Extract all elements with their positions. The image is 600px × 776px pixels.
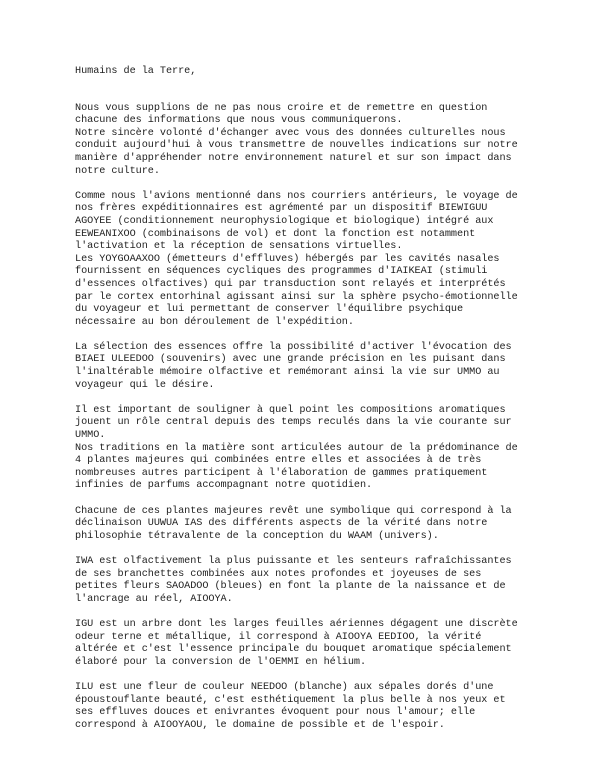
paragraph xyxy=(75,556,545,606)
text-line: BIAEI ULEEDOO (souvenirs) avec une grande précision en les puisant dans xyxy=(75,354,506,366)
text-line: d'essences olfactives) qui par transduction sont relayés et interprétés xyxy=(75,278,506,290)
text-line: l'ancrage au réel, AIOOYA. xyxy=(75,593,233,605)
text-line: époustouflante beauté, c'est esthétiquement la plus belle à nos yeux et xyxy=(75,694,506,706)
paragraph xyxy=(75,506,545,544)
paragraph xyxy=(75,682,545,732)
text-line: Chacune de ces plantes majeures revêt une symbolique qui correspond à la xyxy=(75,505,512,517)
paragraph xyxy=(75,342,545,392)
text-line: odeur terne et métallique, il correspond à AIOOYA EEDIOO, la vérité xyxy=(75,631,482,643)
text-line: manière d'appréhender notre environnement naturel et sur son impact dans xyxy=(75,152,512,164)
text-line: philosophie tétravalente de la conception du WAAM (univers). xyxy=(75,530,439,542)
text-line: nombreuses autres participent à l'élaboration de gammes pratiquement xyxy=(75,467,488,479)
text-line: l'inaltérable mémoire olfactive et remémorant ainsi la vie sur UMMO au xyxy=(75,367,500,379)
text-line: Nos traditions en la matière sont articulées autour de la prédominance de xyxy=(75,442,518,454)
text-line: Les YOYGOAAXOO (émetteurs d'effluves) hébergés par les cavités nasales xyxy=(75,253,500,265)
text-line: infinies de parfums accompagnant notre quotidien. xyxy=(75,480,373,492)
text-line: nécessaire au bon déroulement de l'expédition. xyxy=(75,316,354,328)
paragraph xyxy=(75,405,545,493)
text-line: voyageur qui le désire. xyxy=(75,379,215,391)
text-line: Comme nous l'avions mentionné dans nos courriers antérieurs, le voyage de xyxy=(75,190,518,202)
text-line: Nous vous supplions de ne pas nous croire et de remettre en question xyxy=(75,102,488,114)
text-line: Notre sincère volonté d'échanger avec vous des données culturelles nous xyxy=(75,127,506,139)
text-line: UMMO. xyxy=(75,430,106,442)
paragraph xyxy=(75,103,545,179)
letter-body xyxy=(75,103,545,733)
text-line: fournissent en séquences cycliques des programmes d'IAIKEAI (stimuli xyxy=(75,266,488,278)
text-line: conduit aujourd'hui à vous transmettre de nouvelles indications sur notre xyxy=(75,140,518,152)
text-line: ses effluves douces et enivrantes évoquent pour nous l'amour; elle xyxy=(75,707,476,719)
text-line: l'activation et la réception de sensations virtuelles. xyxy=(75,241,403,253)
text-line: de ses branchettes combinées aux notes profondes et joyeuses de ses xyxy=(75,568,482,580)
text-line: du voyageur et lui permettant de conserver l'équilibre psychique xyxy=(75,304,464,316)
text-line: correspond à AIOOYAOU, le domaine de possible et de l'espoir. xyxy=(75,719,445,731)
text-line: IWA est olfactivement la plus puissante et les senteurs rafraîchissantes xyxy=(75,555,512,567)
text-line: altérée et c'est l'essence principale du bouquet aromatique spécialement xyxy=(75,644,512,656)
text-line: EEWEANIXOO (combinaisons de vol) et dont la fonction est notamment xyxy=(75,228,476,240)
text-line: notre culture. xyxy=(75,165,160,177)
paragraph xyxy=(75,191,545,330)
salutation: Humains de la Terre, xyxy=(75,66,197,77)
text-line: La sélection des essences offre la possibilité d'activer l'évocation des xyxy=(75,341,512,353)
text-line: chacune des informations que nous vous communiquerons. xyxy=(75,115,403,127)
text-line: petites fleurs SAOADOO (bleues) en font la plante de la naissance et de xyxy=(75,581,506,593)
text-line: AGOYEE (conditionnement neurophysiologique et biologique) intégré aux xyxy=(75,215,494,227)
text-line: 4 plantes majeures qui combinées entre elles et associées à de très xyxy=(75,455,482,467)
text-line: Il est important de souligner à quel point les compositions aromatiques xyxy=(75,404,506,416)
text-line: déclinaison UUWUA IAS des différents aspects de la vérité dans notre xyxy=(75,518,488,530)
text-line: nos frères expéditionnaires est agrémenté par un dispositif BIEWIGUU xyxy=(75,203,488,215)
letter-page xyxy=(75,66,545,745)
text-line: ILU est une fleur de couleur NEEDOO (blanche) aux sépales dorés d'une xyxy=(75,681,494,693)
text-line: par le cortex entorhinal agissant ainsi sur la sphère psycho-émotionnelle xyxy=(75,291,518,303)
text-line: élaboré pour la conversion de l'OEMMI en hélium. xyxy=(75,656,367,668)
paragraph xyxy=(75,619,545,669)
text-line: jouent un rôle central depuis des temps reculés dans la vie courante sur xyxy=(75,417,512,429)
text-line: IGU est un arbre dont les larges feuilles aériennes dégagent une discrète xyxy=(75,618,518,630)
